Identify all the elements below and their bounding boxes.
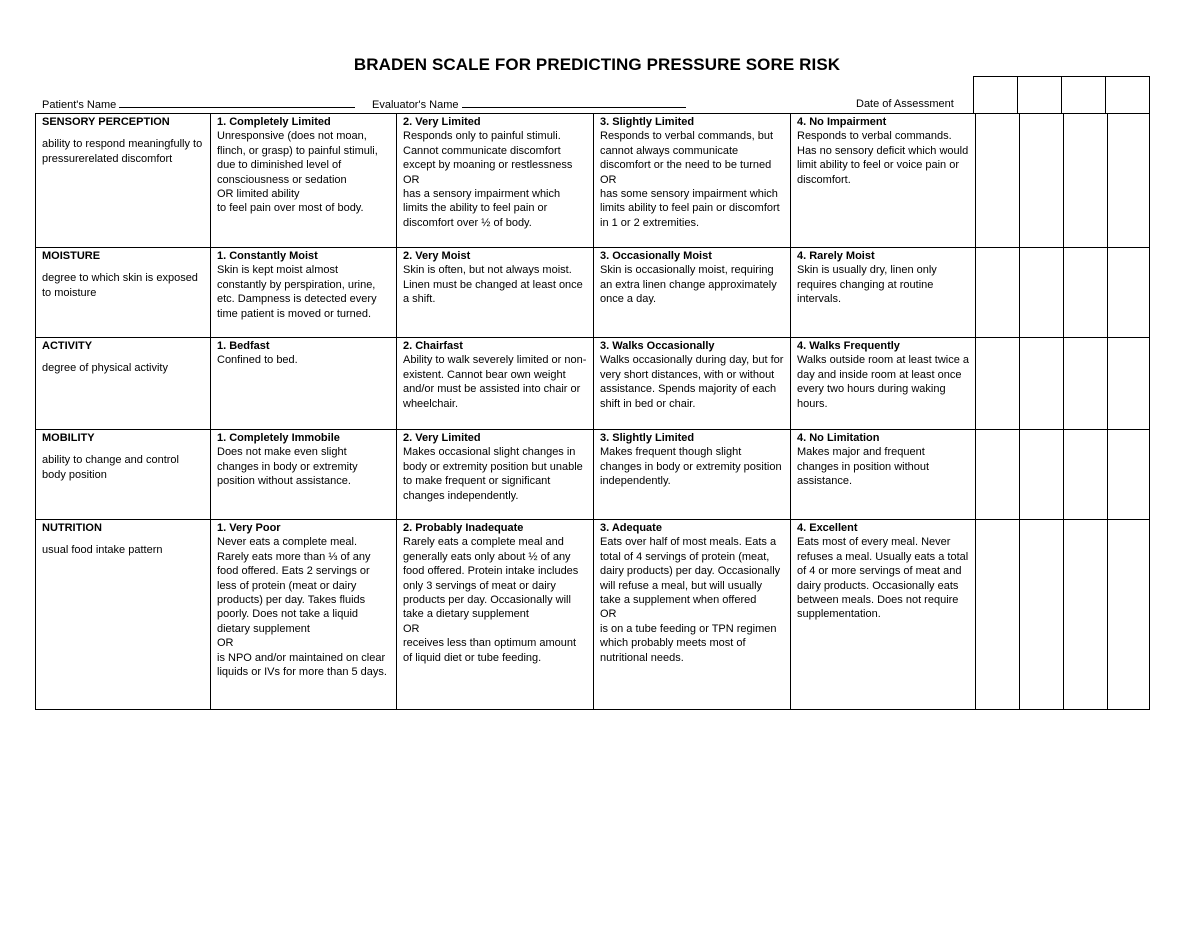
criterion-description: degree to which skin is exposed to moisture: [42, 272, 198, 299]
score-level-description: Responds to verbal commands, but cannot always communicate discomfort or the need to be turned OR has some sensory impairment which limits ability to feel pain or discomfort in 1 or 2 extremities.: [600, 130, 780, 229]
score-level-cell: [791, 338, 976, 430]
score-level-cell: [211, 248, 397, 338]
criterion-cell: [36, 248, 211, 338]
score-level-title: 1. Constantly Moist: [217, 250, 318, 262]
score-entry-box[interactable]: [976, 520, 1020, 710]
score-level-description: Walks occasionally during day, but for very short distances, with or without assistance. Spends majority of each shift in bed or chair.: [600, 354, 784, 410]
score-entry-box[interactable]: [1020, 248, 1064, 338]
score-level-title: 2. Very Limited: [403, 116, 481, 128]
score-level-cell: [594, 338, 791, 430]
score-entry-box[interactable]: [1108, 520, 1150, 710]
criterion-cell: [36, 114, 211, 248]
criterion-description: degree of physical activity: [42, 362, 168, 375]
criterion-title: NUTRITION: [42, 522, 102, 534]
score-entry-box[interactable]: [976, 430, 1020, 520]
score-level-title: 4. No Limitation: [797, 432, 880, 444]
criterion-row: [36, 430, 1150, 520]
score-level-title: 1. Completely Limited: [217, 116, 331, 128]
date-of-assessment-label: Date of Assessment: [856, 98, 954, 110]
score-entry-box[interactable]: [1064, 338, 1108, 430]
score-level-cell: [397, 520, 594, 710]
criterion-row: [36, 248, 1150, 338]
score-level-cell: [397, 114, 594, 248]
score-entry-box[interactable]: [976, 114, 1020, 248]
score-entry-box[interactable]: [1108, 338, 1150, 430]
evaluator-name-field[interactable]: [372, 98, 686, 111]
score-header-boxes: [973, 76, 1150, 114]
score-level-description: Never eats a complete meal. Rarely eats more than ⅓ of any food offered. Eats 2 servings or less of protein (meat or dairy products) per day. Takes fluids poorly. Does not take a liquid dietary supplement OR is NPO and/or maintained on clear liquids or IVs for more than 5 days.: [217, 536, 387, 679]
criterion-row: [36, 338, 1150, 430]
score-entry-box[interactable]: [1064, 520, 1108, 710]
criterion-title: MOISTURE: [42, 250, 101, 262]
patient-name-field[interactable]: [42, 98, 355, 111]
score-entry-box[interactable]: [1064, 430, 1108, 520]
score-level-title: 3. Adequate: [600, 522, 662, 534]
score-entry-box[interactable]: [976, 248, 1020, 338]
score-entry-box[interactable]: [1064, 114, 1108, 248]
score-level-description: Ability to walk severely limited or non-existent. Cannot bear own weight and/or must be assisted into chair or wheelchair.: [403, 354, 587, 410]
score-entry-box[interactable]: [1108, 430, 1150, 520]
score-level-description: Does not make even slight changes in body or extremity position without assistance.: [217, 446, 358, 488]
score-level-cell: [397, 248, 594, 338]
score-header-cell[interactable]: [1106, 77, 1150, 114]
criterion-title: ACTIVITY: [42, 340, 93, 352]
score-level-cell: [211, 338, 397, 430]
evaluator-name-label: Evaluator's Name: [372, 99, 459, 111]
score-level-title: 2. Probably Inadequate: [403, 522, 524, 534]
criterion-row: [36, 520, 1150, 710]
score-level-description: Eats over half of most meals. Eats a total of 4 servings of protein (meat, dairy products) per day. Occasionally will refuse a meal, but will usually take a supplement when offered OR is on a tube feeding or TPN regimen which probably meets most of nutritional needs.: [600, 536, 781, 664]
score-entry-box[interactable]: [1020, 114, 1064, 248]
score-level-description: Rarely eats a complete meal and generally eats only about ½ of any food offered. Protein intake includes only 3 servings of meat or dairy products per day. Occasionally will take a dietary supplement OR receives less than optimum amount of liquid diet or tube feeding.: [403, 536, 579, 664]
score-level-description: Skin is usually dry, linen only requires changing at routine intervals.: [797, 264, 937, 306]
criterion-title: SENSORY PERCEPTION: [42, 116, 170, 128]
score-level-title: 1. Completely Immobile: [217, 432, 340, 444]
score-level-cell: [791, 114, 976, 248]
score-level-title: 4. Rarely Moist: [797, 250, 875, 262]
score-level-description: Skin is occasionally moist, requiring an extra linen change approximately once a day.: [600, 264, 777, 306]
score-level-title: 1. Bedfast: [217, 340, 270, 352]
score-level-title: 3. Slightly Limited: [600, 116, 695, 128]
score-level-description: Eats most of every meal. Never refuses a meal. Usually eats a total of 4 or more servings of meat and dairy products. Occasionally eats between meals. Does not require supplementation.: [797, 536, 969, 621]
date-of-assessment-field: [856, 98, 954, 110]
score-level-title: 2. Chairfast: [403, 340, 463, 352]
score-level-title: 3. Occasionally Moist: [600, 250, 712, 262]
score-level-description: Responds to verbal commands. Has no sensory deficit which would limit ability to feel or voice pain or discomfort.: [797, 130, 969, 186]
score-entry-box[interactable]: [1064, 248, 1108, 338]
patient-name-label: Patient's Name: [42, 99, 117, 111]
score-level-title: 4. Walks Frequently: [797, 340, 900, 352]
score-level-description: Makes occasional slight changes in body or extremity position but unable to make frequent or significant changes independently.: [403, 446, 583, 502]
score-entry-box[interactable]: [1020, 430, 1064, 520]
score-level-description: Makes frequent though slight changes in body or extremity position independently.: [600, 446, 782, 488]
score-level-cell: [594, 520, 791, 710]
score-entry-box[interactable]: [1108, 114, 1150, 248]
criterion-description: ability to change and control body position: [42, 454, 179, 481]
score-level-cell: [594, 430, 791, 520]
criterion-row: [36, 114, 1150, 248]
score-level-title: 4. Excellent: [797, 522, 858, 534]
document-title: BRADEN SCALE FOR PREDICTING PRESSURE SORE RISK: [353, 55, 841, 74]
score-level-cell: [211, 114, 397, 248]
score-level-title: 3. Slightly Limited: [600, 432, 695, 444]
score-level-title: 3. Walks Occasionally: [600, 340, 715, 352]
evaluator-name-underline: [462, 98, 686, 108]
criterion-cell: [36, 520, 211, 710]
score-level-description: Confined to bed.: [217, 354, 298, 367]
score-level-cell: [397, 430, 594, 520]
criterion-description: usual food intake pattern: [42, 544, 163, 557]
score-level-description: Skin is kept moist almost constantly by perspiration, urine, etc. Dampness is detected every time patient is moved or turned.: [217, 264, 377, 320]
score-level-title: 2. Very Moist: [403, 250, 471, 262]
score-level-cell: [211, 430, 397, 520]
score-level-description: Skin is often, but not always moist. Linen must be changed at least once a shift.: [403, 264, 583, 306]
braden-scale-table: [35, 113, 1150, 710]
score-entry-box[interactable]: [976, 338, 1020, 430]
score-header-cell[interactable]: [1018, 77, 1062, 114]
score-level-cell: [791, 430, 976, 520]
score-entry-box[interactable]: [1108, 248, 1150, 338]
score-level-cell: [594, 248, 791, 338]
score-level-description: Makes major and frequent changes in position without assistance.: [797, 446, 930, 488]
score-level-cell: [594, 114, 791, 248]
patient-name-underline: [119, 98, 355, 108]
score-level-title: 2. Very Limited: [403, 432, 481, 444]
criterion-cell: [36, 338, 211, 430]
score-level-cell: [791, 520, 976, 710]
score-level-cell: [211, 520, 397, 710]
criterion-title: MOBILITY: [42, 432, 95, 444]
score-header-cell[interactable]: [1062, 77, 1106, 114]
score-level-cell: [397, 338, 594, 430]
criterion-description: ability to respond meaningfully to pressurerelated discomfort: [42, 138, 203, 165]
score-entry-box[interactable]: [1020, 520, 1064, 710]
score-header-cell[interactable]: [974, 77, 1018, 114]
score-level-description: Walks outside room at least twice a day and inside room at least once every two hours during waking hours.: [797, 354, 969, 410]
criterion-cell: [36, 430, 211, 520]
score-level-description: Unresponsive (does not moan, flinch, or grasp) to painful stimuli, due to diminished level of consciousness or sedation OR limited ability to feel pain over most of body.: [217, 130, 378, 215]
score-entry-box[interactable]: [1020, 338, 1064, 430]
score-level-title: 4. No Impairment: [797, 116, 887, 128]
score-level-description: Responds only to painful stimuli. Cannot communicate discomfort except by moaning or restlessness OR has a sensory impairment which limits the ability to feel pain or discomfort over ½ of body.: [403, 130, 573, 229]
score-level-title: 1. Very Poor: [217, 522, 281, 534]
score-level-cell: [791, 248, 976, 338]
